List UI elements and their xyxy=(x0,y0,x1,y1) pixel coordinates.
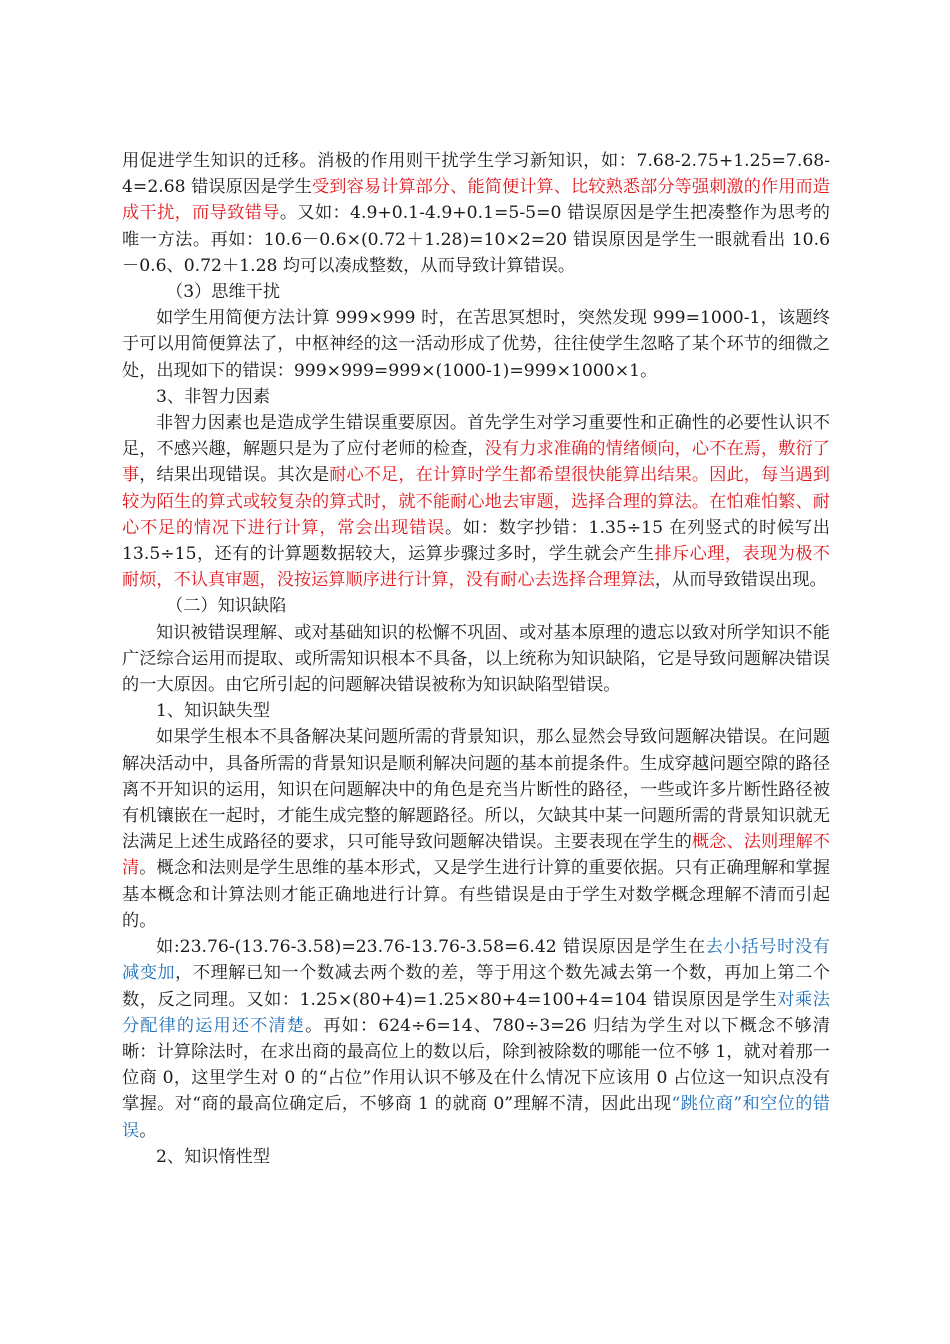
paragraph-knowledge-lack xyxy=(122,724,830,934)
text-run: 。 xyxy=(139,1120,157,1141)
highlight-blue: “跳位商”和空位的错误 xyxy=(122,1094,830,1141)
heading-knowledge-inertia: 2、知识惰性型 xyxy=(156,1146,271,1167)
text-run: 非智力因素也是造成学生错误重要原因。首先学生对学习重要性和正确性的必要性认识不足，不感兴趣，解题只是为了应付老师的检查， xyxy=(122,413,830,460)
text-run: 。又如：4.9+0.1-4.9+0.1=5-5=0 错误原因是学生把凑整作为思考的唯一方法。再如：10.6－0.6×(0.72＋1.28)=10×2=20 错误原因是学生一眼就看出 10.6－0.6、0.72＋1.28 均可以凑成整数，从而导致计算错误。 xyxy=(122,203,830,276)
document-page xyxy=(122,148,830,1170)
text-run: 。再如：624÷6=14、780÷3=26 归结为学生对以下概念不够清晰：计算除法时，在求出商的最高位上的数以后，除到被除数的哪能一位不够 1，就对着那一位商 0，这里学生对 0 的“占位”作用认识不够及在什么情况下应该用 0 占位这一知识点没有掌握。对“商的最高位确定后，不够商 1 的就商 0”理解不清，因此出现 xyxy=(122,1015,830,1115)
text-run: ，从而导致错误出现。 xyxy=(654,570,827,591)
highlight-red: 排斥心理，表现为极不耐烦，不认真审题，没按运算顺序进行计算，没有耐心去选择合理算法 xyxy=(122,544,830,591)
paragraph-thinking-example: 如学生用简便方法计算 999×999 时，在苦思冥想时，突然发现 999=1000-1，该题终于可以用简便算法了，中枢神经的这一活动形成了优势，往往使学生忽略了某个环节的细微之处，出现如下的错误：999×999=999×(1000-1)=999×1000×1。 xyxy=(122,308,830,381)
text-run: 如果学生根本不具备解决某问题所需的背景知识，那么显然会导致问题解决错误。在问题解决活动中，具备所需的背景知识是顺利解决问题的基本前提条件。生成穿越问题空隙的路径离不开知识的运用，知识在问题解决中的角色是充当片断性的路径，一些或许多片断性路径被有机镶嵌在一起时，才能生成完整的解题路径。所以，欠缺其中某一问题所需的背景知识就无法满足上述生成路径的要求，只可能导致问题解决错误。主要表现在学生的 xyxy=(122,727,830,853)
heading-knowledge-lack: 1、知识缺失型 xyxy=(156,701,271,722)
heading-knowledge-defect: （二）知识缺陷 xyxy=(166,596,287,617)
highlight-red: 受到容易计算部分、能简便计算、比较熟悉部分等强刺激的作用而造成干扰，而导致错导 xyxy=(122,177,830,224)
highlight-blue: 去小括号时没有减变加 xyxy=(122,937,830,984)
highlight-red: 耐心不足，在计算时学生都希望很快能算出结果。因此，每当遇到较为陌生的算式或较复杂的算式时，就不能耐心地去审题，选择合理的算法。在怕难怕繁、耐心不足的情况下进行计算，常会出现错误 xyxy=(122,465,830,538)
highlight-red: 没有力求准确的情绪倾向，心不在焉，敷衍了事 xyxy=(122,439,830,486)
paragraph-transfer-interference xyxy=(122,148,830,279)
heading-thinking-interference: （3）思维干扰 xyxy=(166,282,281,303)
text-run: ，结果出现错误。其次是 xyxy=(139,465,330,486)
heading-non-intellectual-factors: 3、非智力因素 xyxy=(156,386,271,407)
paragraph-examples xyxy=(122,934,830,1144)
text-run: 如:23.76-(13.76-3.58)=23.76-13.76-3.58=6.42 错误原因是学生在 xyxy=(156,937,706,958)
text-run: ，不理解已知一个数减去两个数的差，等于用这个数先减去第一个数，再加上第二个数，反之同理。又如：1.25×(80+4)=1.25×80+4=100+4=104 错误原因是学生 xyxy=(122,963,830,1010)
text-run: 用促进学生知识的迁移。消极的作用则干扰学生学习新知识，如：7.68-2.75+1.25=7.68-4=2.68 错误原因是学生 xyxy=(122,151,830,198)
paragraph-non-intellectual xyxy=(122,410,830,593)
highlight-blue: 对乘法分配律的运用还不清楚 xyxy=(122,989,830,1036)
text-run: 。概念和法则是学生思维的基本形式，又是学生进行计算的重要依据。只有正确理解和掌握基本概念和计算法则才能正确地进行计算。有些错误是由于学生对数学概念理解不清而引起的。 xyxy=(122,858,830,931)
text-run: 。如：数字抄错：1.35÷15 在列竖式的时候写出 13.5÷15，还有的计算题数据较大，运算步骤过多时，学生就会产生 xyxy=(122,517,830,565)
paragraph-knowledge-defect: 知识被错误理解、或对基础知识的松懈不巩固、或对基本原理的遗忘以致对所学知识不能广泛综合运用而提取、或所需知识根本不具备，以上统称为知识缺陷，它是导致问题解决错误的一大原因。由它所引起的问题解决错误被称为知识缺陷型错误。 xyxy=(122,622,830,696)
highlight-red: 概念、法则理解不清 xyxy=(122,832,830,879)
